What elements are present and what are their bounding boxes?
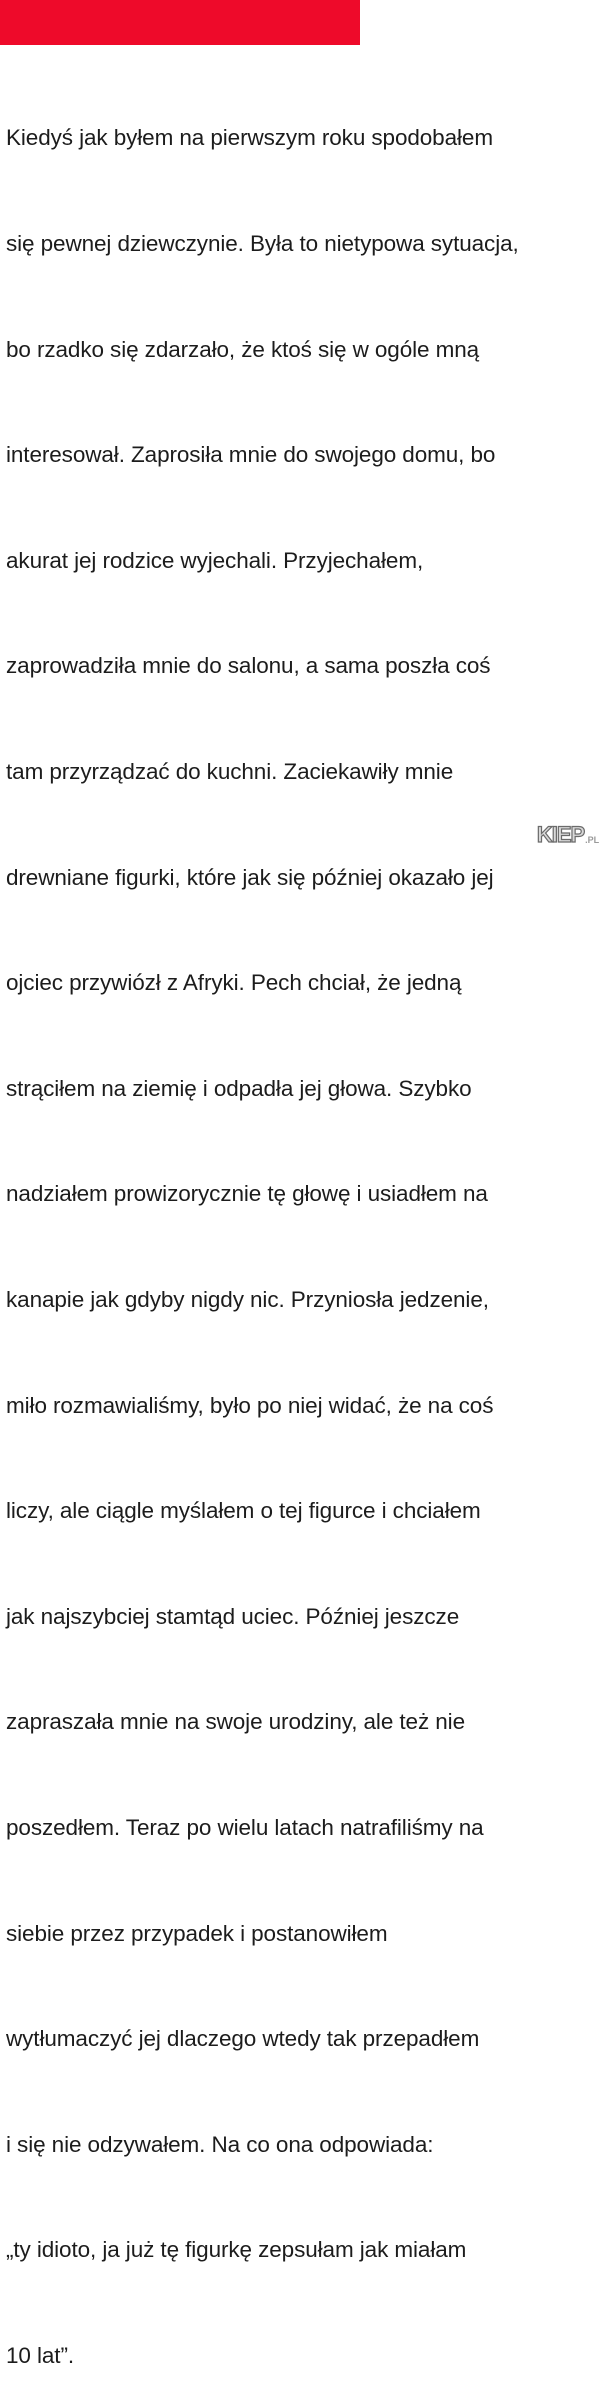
story-line: Kiedyś jak byłem na pierwszym roku spodobałem bbox=[6, 125, 493, 151]
story-line: kanapie jak gdyby nigdy nic. Przyniosła jedzenie, bbox=[6, 1286, 489, 1312]
story-line: siebie przez przypadek i postanowiłem bbox=[6, 1920, 388, 1946]
story-line: akurat jej rodzice wyjechali. Przyjechałem, bbox=[6, 547, 424, 573]
story-text bbox=[6, 50, 606, 2408]
story-line: miło rozmawialiśmy, było po niej widać, że na coś bbox=[6, 1392, 494, 1418]
story-line: strąciłem na ziemię i odpadła jej głowa. Szybko bbox=[6, 1075, 472, 1101]
story-line: jak najszybciej stamtąd uciec. Później jeszcze bbox=[6, 1603, 460, 1629]
story-line: zaprowadziła mnie do salonu, a sama poszła coś bbox=[6, 653, 491, 679]
header-red-bar bbox=[0, 0, 360, 45]
watermark-main-text: KIEP bbox=[536, 822, 585, 847]
kiep-watermark-logo bbox=[530, 820, 606, 850]
story-line: bo rzadko się zdarzało, że ktoś się w ogóle mną bbox=[6, 336, 480, 362]
watermark-suffix-text: .PL bbox=[585, 835, 600, 845]
story-line: drewniane figurki, które jak się później okazało jej bbox=[6, 864, 494, 890]
story-line: ojciec przywiózł z Afryki. Pech chciał, że jedną bbox=[6, 970, 462, 996]
story-line: interesował. Zaprosiła mnie do swojego domu, bo bbox=[6, 442, 496, 468]
story-line: 10 lat”. bbox=[6, 2342, 74, 2368]
watermark-box bbox=[534, 822, 602, 848]
story-line: tam przyrządzać do kuchni. Zaciekawiły mnie bbox=[6, 758, 454, 784]
story-line: poszedłem. Teraz po wielu latach natrafiliśmy na bbox=[6, 1814, 484, 1840]
story-line: wytłumaczyć jej dlaczego wtedy tak przepadłem bbox=[6, 2026, 480, 2052]
story-line: zapraszała mnie na swoje urodziny, ale też nie bbox=[6, 1709, 465, 1735]
story-line: i się nie odzywałem. Na co ona odpowiada: bbox=[6, 2131, 434, 2157]
story-line: się pewnej dziewczynie. Była to nietypowa sytuacja, bbox=[6, 231, 519, 256]
story-line: „ty idioto, ja już tę figurkę zepsułam jak miałam bbox=[6, 2237, 467, 2263]
story-line: nadziałem prowizorycznie tę głowę i usiadłem na bbox=[6, 1181, 488, 1207]
story-line: liczy, ale ciągle myślałem o tej figurce i chciałem bbox=[6, 1498, 481, 1524]
